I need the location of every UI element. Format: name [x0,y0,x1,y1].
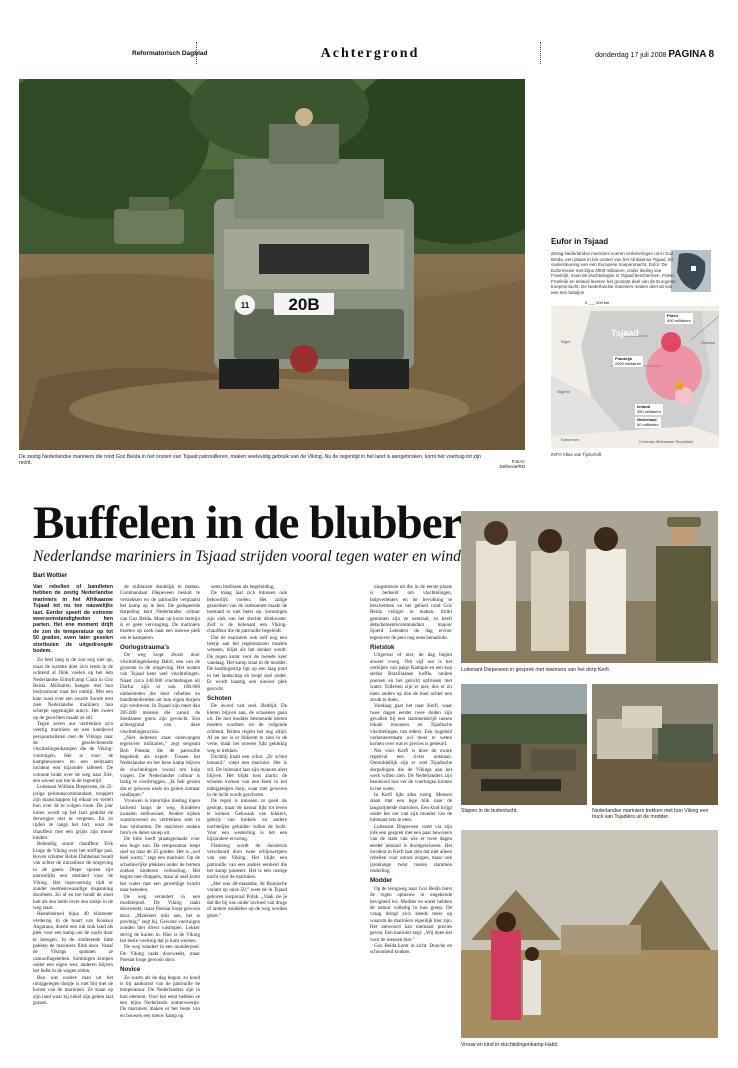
article-column-1 [33,584,113,1006]
article-paragraph: De weg wandert in een modderpoel. De Viking raakt doorweekt, maar Poesiat loopt gewoon door. [120,944,200,963]
section-heading: Modder [370,877,393,885]
section-heading: Schoten [207,694,232,702]
article-paragraph: De regen is intussen zo goed als gestopt, maar de natuur lijkt tot leven te komen. Gekwaak van kikkers, gekrijs van krekels en andere nachtelijke geluiden vullen de lucht. Voor een westerling is het een bijzondere ervaring. [207,798,287,843]
article-paragraph: De weg verandert in een modderpoel. De Viking raakt doorweekt, maar Poesiat loopt gewoon door. „Mankeert niks aan, het is prachtig,” zegt hij. Gewone voertuigen zouden hier direct vastlopen. Lekker stevig de kuilen in. Hier is de Viking het beste voertuig dat je kunt wensen. [120,893,200,944]
section-heading: Rietstok [370,644,395,652]
article-paragraph: ningsmissie uit die in de eerste plaats is bedoeld om vluchtelingen, hulpverleners en de bevolking te beschermen en het gebied rond Goz Beïda veiliger te maken. Strikt genomen zijn ze neutraal, zo heeft detachementscommandant majoor Sjoerd Leenders de dag ervoor tegenover de pers nog eens benadrukt. [370,584,452,641]
legend-nederland: Nederland 60 militairen [637,417,659,427]
section-heading: Oorlogstrauma's [120,644,170,652]
neighbor-kameroen: Kameroen [561,437,580,442]
article-paragraph: In Kerfi lijkt alles rustig. Mensen staan met een lege blik naar de langsrijdende mariniers. Een kind krijgt onder het oor van zijn moeder van de luitenant iets te eten. [370,792,452,824]
article-paragraph: Dichtbij knalt een schot. „Er schiet iemand,” roept een marinier. Het is stil. De luitenant laat zijn mannen alert blijven. Het blijkt loos alarm: de schoten komen van een feest in het nabijgelegen dorp, waar met geweren in de lucht wordt geschoten. [207,753,287,798]
article-paragraph: Net voor Kerfi is door de zware regenval een rivier ontstaan. Onmiddellijk zijn er veel Tsjadische dorpelingen die de Vikings aan het werk willen zien. De Nederlanders zijn benieuwd hoe ver de voertuigen komen in het water. [370,747,452,792]
legend-frankrijk: Frankrijk 2000 militairen [615,356,642,366]
article-paragraph: De weg loopt dwars door vluchtelingenkamp Habil, een van de grootste in de omgeving. Het oosten van Tsjaad kent veel vluchtelingen. Naast circa 240.000 vluchtelingen uit Darfur zijn er ook 180.000 ontheemden die door rebellen en bandietenbenden uit hun eigen dorpen zijn verdreven. In Tsjaad zijn meer dan 285.000 mensen die vanuit de Soedanese grens zijn gevlucht. Een achtergrond van deze vluchtelingencrisis. [120,652,200,735]
section-heading: Novice [120,966,141,974]
map-title: Eufor in Tsjaad [551,237,609,246]
page-info [595,49,714,60]
issue-date: donderdag 17 juli 2008 [595,52,667,59]
legend-ierland: Ierland 350 militairen [637,404,661,414]
map-intro: Zestig Nederlandse mariniers voeren verkenningen uit in Goz Beïda, een plaats in het oosten van het Afrikaanse Tsjaad, ter ondersteuning van een Europese troepenmacht, Eufor. De Euformissie met bijna 4000 militairen, onder leiding van Frankrijk, moet de vluchtelingen in Tsjaad beschermen. Polen, Frankrijk en Ierland leveren het grootste deel van de Europese troepenmacht. De Nederlandse mariniers maken deel uit van een Iers bataljon. [551,251,676,295]
newspaper-name: Reformatorisch Dagblad [132,50,208,57]
masthead-divider [540,42,541,64]
neighbor-car: Centraal-Afrikaanse Republiek [639,439,694,444]
vehicle-plate-text: 20B [288,295,320,314]
article-column-3 [207,584,287,919]
article-paragraph: Hemelsbreed bijna 40 kilometer verderop, in de buurt van Koukou Angarana, doemt een ruk stuk land als plek voor een kamp om de nacht door te brengen. In de zinderende hitte pakken de mariniers flink door. Vanaf de Vikings spannen ze camouflagenetten. Sommigen kruipen onder een eigen tent, anderen blijven het liefst in de wagen zitten. [33,911,113,975]
article-paragraph: Flamstog wordt de duisternis verscheurd door twee schijnwerpers van een Viking. Het blijkt een patrouille van een andere eenheid die het kamp passeert. Het is een rustige nacht voor de mariniers. [207,842,287,881]
main-photo-caption: De zestig Nederlandse mariniers die rond Goz Beïda in het oosten van Tsjaad patrouilleren, maken veelvuldig gebruik van de Viking. Nu de regentijd in het land is aangebroken, komt het voertuig tot zijn recht. [19,454,482,467]
article-paragraph: De avond valt snel. Bedtijd. De kleren blijven aan, de schoenen gaan uit. De met modder besmeurde kleren moeten wachten tot de volgende ochtend. Buiten regent het nog altijd. Af en toe is er bliksem te zien in de verte, maar het onweer lijkt gelukkig weg te trekken. [207,703,287,754]
article-paragraph: De bitte hoeft plaatsgemaakt voor een hoge zon. De temperatuur loopt snel op naar de 45 graden. Het is „wel heel warm,” zegt een marinier. Op de schaduwrijke plekken onder de bomen zoeken kinderen verkoeling. Het begint met druppels, maar al snel komt het water met een geweldige kracht naar beneden. [120,836,200,894]
photo-credit: Foto's: Defensie/RD [499,459,525,469]
kerfi-photo-graphic [461,511,718,663]
habil-photo-graphic [461,830,718,1038]
viking-vehicle-photo [19,79,525,450]
article-paragraph: Luitenant Diepeveen voert via zijn tolk een gesprek met een paar bewoners van de stam van wie er twee dagen eerder iemand is doodgeschoten. Het incident in Kerfi laat zien dat niet alleen rebellen voor onrust zorgen, maar ook jarenlange twist tussen stammen onderling. [370,823,452,875]
photo-woman-child-habil [461,830,718,1038]
article-paragraph: Zo warm als de dag begon, zo koud is bij aankomst van de patrouille de temperatuur. De Nederlanders zijn in hun element. Voor het eerst hebben ze een bijna Nederlands zomerweertje. De mariniers maken er het beste van en bouwen een nieuw kamp op. [120,974,200,1019]
photo-kerfi-villagers [461,511,718,663]
page-number: 8 [708,49,714,60]
photo-caption-sleeping: Slapen in de buitenlucht. [461,808,518,814]
article-paragraph: Ben wat nodere man uit het ruhiggelegen dorpje is niet blij met de komst van de mariniers. Ze staan op zijn land waar hij enkel zijn geiten laat grazen. [33,974,113,1007]
masthead-divider [196,42,197,64]
article-paragraph: zeten beslissen als begeleiding. [211,584,275,590]
section-title: Achtergrond [320,46,420,61]
neighbor-soedan: Soedan [701,340,715,345]
article-paragraph: Goz Beïda komt in zicht. Douche en schoonheid konken. [370,942,452,956]
vehicle-circle-number: 11 [240,301,250,310]
article-paragraph: Op de terugweg naar Goz Beïda barst de regen opnieuw in ongekende hevigheid los. Modder en water hebben de natuur volledig in hun greep. De vraag dringt zich steeds meer op waarom de mariniers eigenlijk hier zijn. Het antwoord kan niemand precies geven. Een marinier zegt: „Wij doen het voor de mensen hier.” [370,885,452,943]
photo-caption-kerfi: Luitenant Diepeveen in gesprek met inwoners van het dorp Kerfi. [461,667,611,673]
article-paragraph: Vrouwen in kleurrijke kleding lopen lachend langs de weg. Kinderen zwaaien enthousiast. Andere kijken wantrouwend en vertrekken snel in hun strohutten. De mariniers maken foto's en delen snoep uit. [120,798,200,837]
byline: Bart Wottier [33,573,68,579]
neighbor-nigeria: Nigeria [557,389,570,394]
map-scale: 0 ___ 200 km [585,300,610,305]
article-paragraph: Tegen zeven uur vertrekken zo'n veertig mariniers en een handjevol persjournalisten met de Vikings naar de geselectienerde vluchtelingenkampen die de Viking-voertuigen. Het is voor de kampbewoners en een zeldzaam incident een bijzonder tafereel. De colonne brakt over de weg naar Siré, een zoveel uur toe in de regentijd. [33,720,113,784]
neighbor-niger: Niger [561,339,571,344]
map-credit: INFO Atlas van Tijdschrift [551,452,602,457]
truck-photo-graphic [592,684,718,805]
photo-truck-rescue [592,684,718,805]
camp-photo-graphic [461,684,587,805]
article-column-2 [120,584,200,1019]
article-paragraph: Vandaag gaat het naar Kerfi, waar twee dagen eerder twee doden zijn gevallen bij een stammenstrijd tussen lokale inwoners en Tsjadische vluchtelingen van elders. Een ongeleid verkennersteam wil meer te weten komen over wat er precies is gebeurd. [370,703,452,748]
photo-camp-sleeping [461,684,587,805]
article-column-4 [370,584,452,956]
article-paragraph: Dat de mariniers ook zelf nog een beetje aan het regenseizoen moeten wennen, blijkt als het donker wordt. De regen komt voor de tweede keer vandaag. Het kamp staat in de modder. De landingsstrip ligt op een laag punt in het landschap en loopt snel onder. Er wordt haastig een nieuwe plek gezocht. [207,634,287,692]
headline: Buffelen in de blubber [33,497,462,549]
article-paragraph: De maag laat zich intussen ook behoorlijk voelen. Het zalige gesnerken van de rantsoenen maakt de toestand er niet beter op. Sommigen zijn ziek van het slechte drinkwater. Zelf is de luitenant een Viking-chauffeur die de patrouille begeleidt. [207,590,287,635]
article-paragraph: de militairen duidelijk te maken. Commandant Diepeveen besluit te vertrekken en de patrouille verplaatst het kamp op te ben. De gedupeerde dorpeling kent Nederlandse cultuur van Goz Beïda. Maar op korte termijn is er geen vervanging. De mariniers moeten op zoek naar een nieuwe plek om te kamperen. [120,584,200,641]
article-paragraph: „Het was 40-maandse, de Russische variant op onze 50,” weet de in Tsjaad geboren korporaal Polak. „Vaak zie je dat die bij ons onder invloed van drugs of andere middelen op de weg worden gezet.” [207,880,287,919]
article-paragraph: „Niet iedereen staat onbevangen tegenover militairen,” zegt sergeant Rob Poesiat, die de patrouille begeleidt als expert. Tussen het Nederlandse en het Ierse kamp blijven de vluchtelingen vooral om hulp vragen. De Nederlandse cultuur is lastig te overbruggen. „Ik heb gezien dat er gewoon ezels en geiten zomaar rondlopen.” [120,734,200,798]
map-country-label: Tsjaad [611,328,639,338]
main-photo [19,79,525,450]
legend-polen: Polen 400 militairen [667,313,691,323]
photo-caption-truck: Nederlandse mariniers trekken met hun Viking een truck van Tsjadiërs uit de modder. [592,808,709,821]
subheadline: Nederlandse mariniers in Tsjaad strijden vooral tegen water en wind [33,548,461,565]
article-paragraph: Luitenant William Diepeveen, de 25-jarige pelotonscommandant, moppert zijn manschappen bij elkaar en vertelt hun over de te volgen route. De jour luiten wordt op het hart gedrukt de derwegjes niet te vergeten. En zo rijden ze langs het fort, waar de chauffeur met een grijns zijn motor hindert. [33,784,113,842]
article-paragraph: Uitgerust of niet, de dag begint alweer vroeg. Om vijf uur is het ontbijten van pakje Kadupis en een kop sterke Braziliaanse koffie, tanden poetsen en het gezicht opfrissen met water. Tollerten zijn er niet, dus er zit niets anders op dan de boel achter een struik te doen. [370,652,452,703]
article-paragraph: Zo heel lang is de zon nog niet op, maar de warmte doet zich reeds in de ochtend al flink voelen op het lem Nederlandse Enforfcamp Ciara in Goz Beïda. Militairen hangen met hun bodyarmour naar het onthijt. Met een kant toast over een zwarte Soorte nest zien Nederlandse mariniers hun scherpe opgetuigde auto's. Het zweet op de gezichten maakt ze stil. [33,657,113,721]
photo-caption-habil: Vrouw en kind in vluchtelingenkamp Habil. [461,1042,559,1048]
article-paragraph: Behendig stuurt chauffeur Erik Linge de Viking over het stoffige pad. Boven schutter Robin Dubbelaar houdt van achter de mitrailleur de omgeving in de gaten. Diepe sporen zijn nauwelijks een obstakel voor de Viking. Het rupsvoertuig rijdt er zonder noemenswaardige inspanning doorheen. Zo af en toe houdt de stoet halt als een lamb rover een stukje in de weg staat. [33,841,113,911]
article-lead: Van rebellen of bandieten hebben de zestig Nederlandse mariniers in het Afrikaanse Tsjaad tot nu toe nauwelijks last. Eerder speelt de extreme weersomstandigheden hen parten. Het ene moment drijft de zon de temperatuur op tot 50 graden, even later geselen stortbuien de uitgedroogde bodem. [33,584,113,655]
page-label: PAGINA [668,49,707,60]
